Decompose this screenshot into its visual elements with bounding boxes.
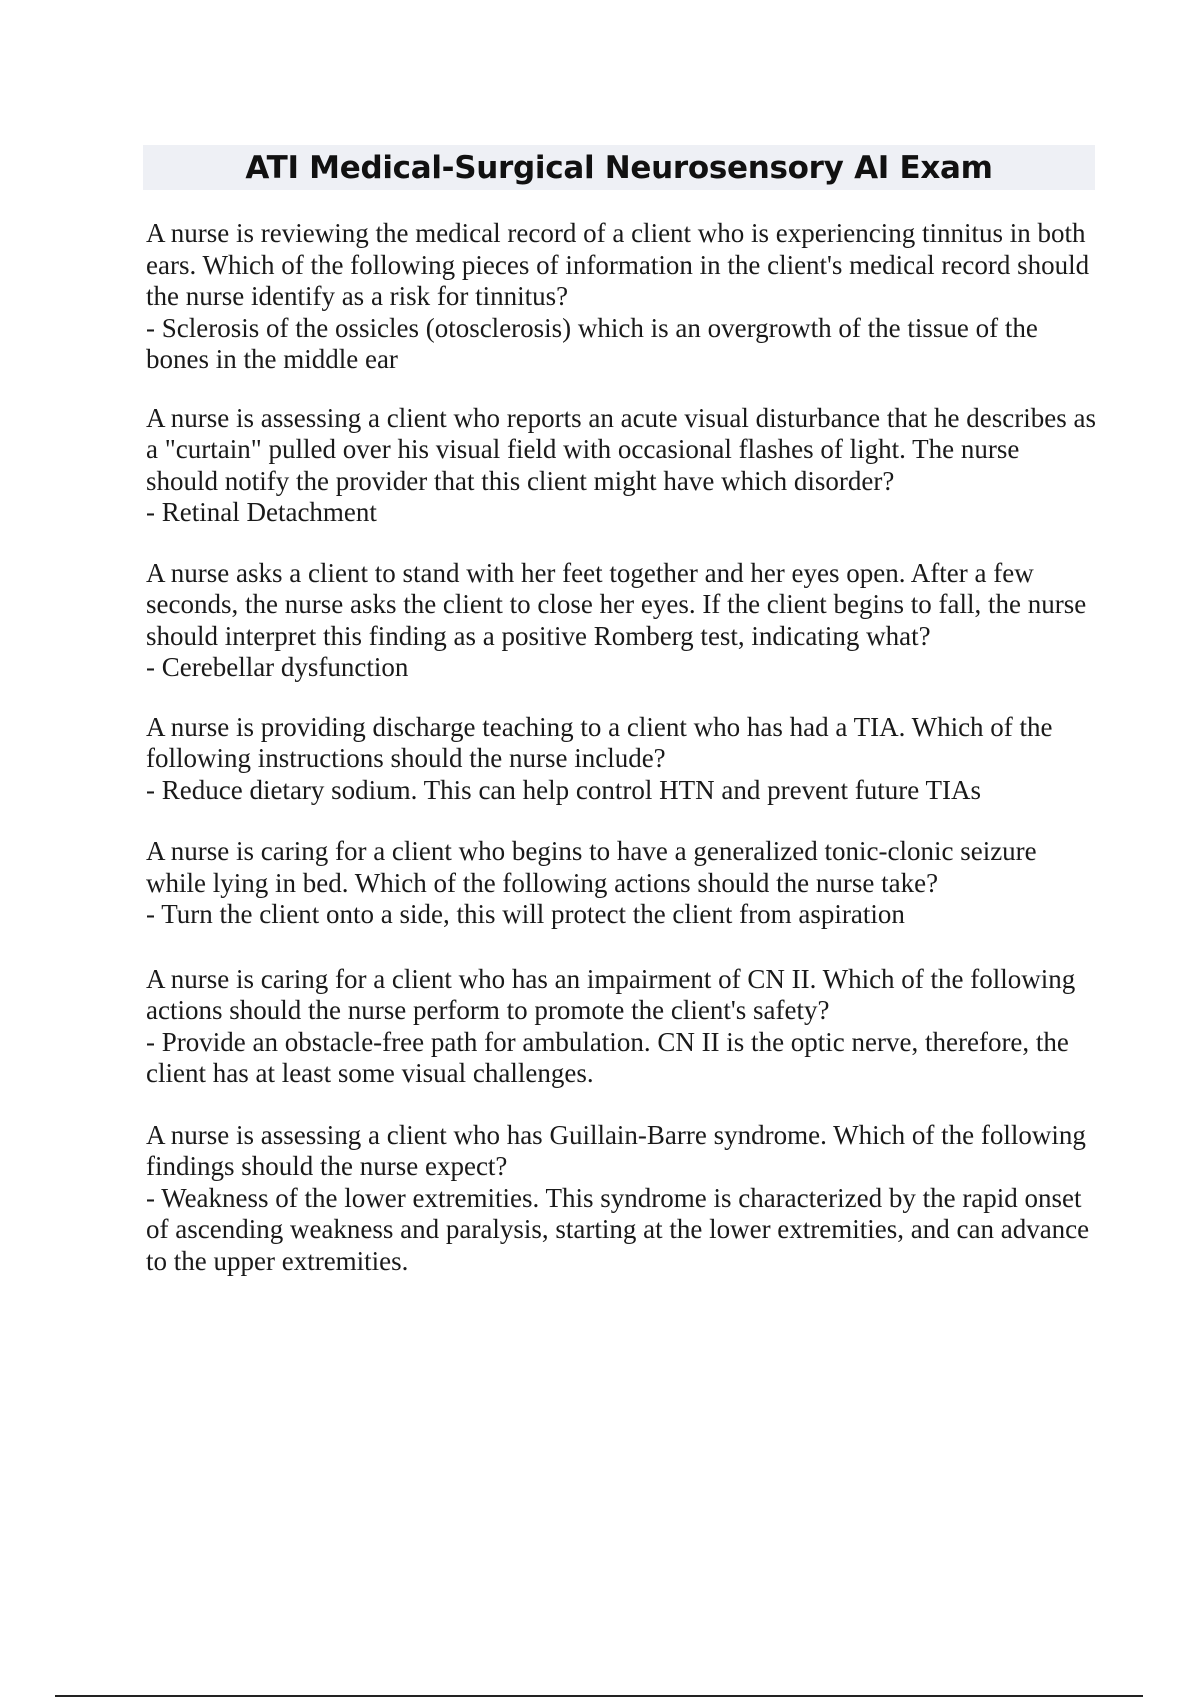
- question-text: A nurse is providing discharge teaching to a client who has had a TIA. Which of the following instructions should the nurse include?: [146, 711, 1053, 773]
- question-text: A nurse is caring for a client who begins to have a generalized tonic-clonic seizure while lying in bed. Which of the following actions should the nurse take?: [146, 836, 1037, 898]
- question-text: A nurse is caring for a client who has an impairment of CN II. Which of the following actions should the nurse perform to promote the client's safety?: [146, 963, 1076, 1025]
- qa-item: [146, 964, 1096, 1090]
- answer-text: - Retinal Detachment: [146, 497, 377, 527]
- answer-text: - Weakness of the lower extremities. This syndrome is characterized by the rapid onset of ascending weakness and paralysis, starting at the lower extremities, and can advance to the upper extremities.: [146, 1182, 1090, 1276]
- document-title: ATI Medical-Surgical Neurosensory AI Exam: [245, 149, 993, 186]
- qa-item: [146, 218, 1096, 376]
- title-banner: [143, 145, 1095, 190]
- question-text: A nurse is assessing a client who has Guillain-Barre syndrome. Which of the following findings should the nurse expect?: [146, 1119, 1086, 1181]
- answer-text: - Sclerosis of the ossicles (otosclerosis) which is an overgrowth of the tissue of the bones in the middle ear: [146, 312, 1038, 374]
- qa-item: [146, 712, 1096, 807]
- question-text: A nurse is reviewing the medical record of a client who is experiencing tinnitus in both ears. Which of the following pieces of information in the client's medical record should the nurse identify as a risk for tinnitus?: [146, 218, 1090, 311]
- question-text: A nurse is assessing a client who reports an acute visual disturbance that he describes as a "curtain" pulled over his visual field with occasional flashes of light. The nurse should notify the provider that this client might have which disorder?: [146, 402, 1096, 496]
- qa-item: [146, 1120, 1096, 1278]
- page-bottom-rule: [55, 1695, 1143, 1697]
- qa-item: [146, 836, 1096, 931]
- qa-item: [146, 403, 1096, 529]
- answer-text: - Turn the client onto a side, this will protect the client from aspiration: [146, 899, 905, 929]
- qa-item: [146, 558, 1096, 684]
- answer-text: - Reduce dietary sodium. This can help control HTN and prevent future TIAs: [146, 774, 982, 805]
- question-list: [146, 218, 1096, 1277]
- answer-text: - Cerebellar dysfunction: [146, 652, 409, 682]
- question-text: A nurse asks a client to stand with her feet together and her eyes open. After a few seconds, the nurse asks the client to close her eyes. If the client begins to fall, the nurse should interpret this finding as a positive Romberg test, indicating what?: [146, 557, 1087, 651]
- answer-text: - Provide an obstacle-free path for ambulation. CN II is the optic nerve, therefore, the client has at least some visual challenges.: [146, 1026, 1069, 1088]
